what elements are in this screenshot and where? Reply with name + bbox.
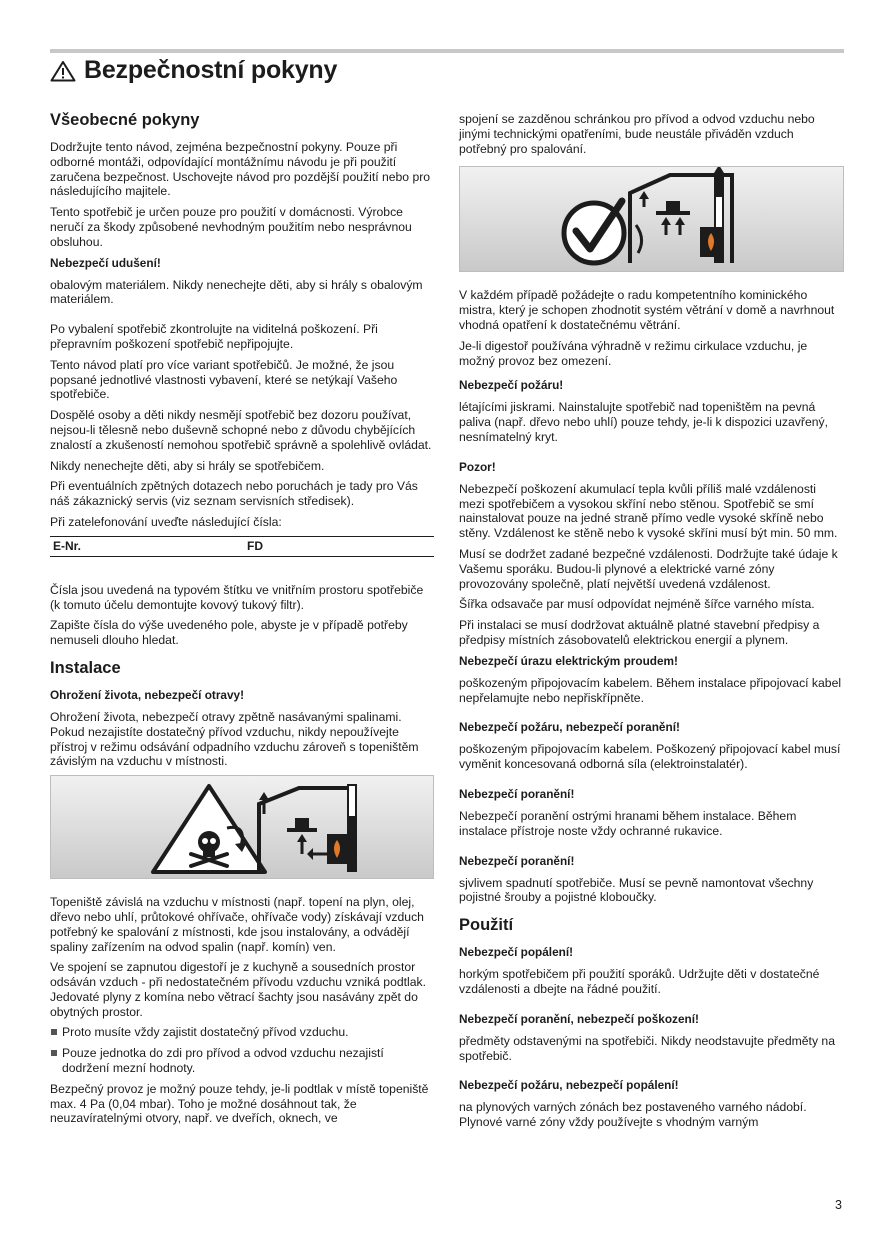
paragraph: Při eventuálních zpětných dotazech nebo poruchách je tady pro Vás náš zákaznický servis (viz seznam servisních středisek). <box>50 479 418 509</box>
paragraph: Čísla jsou uvedená na typovém štítku ve vnitřním prostoru spotřebiče (k tomuto účelu demontujte kovový tukový filtr). <box>50 582 424 612</box>
warning-fire: Nebezpečí požáru! <box>459 378 564 393</box>
bullet-list <box>50 1025 434 1075</box>
paragraph: Zapište čísla do výše uvedeného pole, abyste je v případě potřeby nemuseli dlouho hledat. <box>50 618 408 648</box>
enr-fd-table <box>50 536 434 557</box>
list-item: Proto musíte vždy zajistit dostatečný přívod vzduchu. <box>50 1025 434 1040</box>
paragraph: Ohrožení života, nebezpečí otravy zpětně nasávanými spalinami. Pokud nezajistíte dostatečný přívod vzduchu, nikdy nepoužívejte přístroj v režimu odsávání odpadního vzduchu zároveň s topeništěm závislým na vzduchu v místnosti. <box>50 709 419 769</box>
ok-figure <box>459 166 844 272</box>
paragraph: Nebezpečí poškození akumulací tepla kvůli příliš malé vzdálenosti mezi spotřebičem a vysokou skříní nebo stěnou. Spotřebič se smí nainstalovat pouze na jedné straně přímo vedle vysoké skříně nebo stěny. Vzdálenost ke stěně nebo k vysoké skříni musí být min. 50 mm. <box>459 481 838 541</box>
top-rule <box>50 49 844 53</box>
paragraph: Topeniště závislá na vzduchu v místnosti (např. topení na plyn, olej, dřevo nebo uhlí, průtokové ohřívače, ohřívače vody) získávají vzduch potřebný ke spalování z místnosti, kde jsou instalovány, a odvádějí spaliny zařízením na odvod spalin (např. komín) ven. <box>50 895 424 954</box>
paragraph: spojení se zazděnou schránkou pro přívod a odvod vzduchu nebo jinými technickými opatřeními, bude neustále přiváděn vzduch potřebný pro spalování. <box>459 112 815 156</box>
warning-life: Ohrožení života, nebezpečí otravy! <box>50 687 245 702</box>
enr-label: E-Nr. <box>53 538 82 553</box>
paragraph: Ve spojení se zapnutou digestoří je z kuchyně a sousedních prostor odsáván vzduch - při nedostatečném přívodu vzduchu vzniká podtlak. Jedovaté plyny z komína nebo větrací šachty jsou nasávány zpět do obytných prostor. <box>50 960 426 1019</box>
paragraph: Tento návod platí pro více variant spotřebičů. Je možné, že jsou popsané jednotlivé vlastnosti vybavení, které se netýkají Vašeho spotřebiče. <box>50 357 398 402</box>
paragraph: Při zatelefonování uveďte následující čísla: <box>50 514 282 529</box>
heading-install: Instalace <box>50 658 121 677</box>
paragraph: poškozeným připojovacím kabelem. Poškozený připojovací kabel musí vyměnit koncesovaná odborná síla (elektroinstalatér). <box>459 742 841 772</box>
warning-fire-burn: Nebezpečí požáru, nebezpečí popálení! <box>459 1078 679 1093</box>
list-item: Pouze jednotka do zdi pro přívod a odvod vzduchu nezajistí dodržení mezní hodnoty. <box>50 1046 434 1076</box>
left-column <box>50 110 434 1132</box>
paragraph: Bezpečný provoz je možný pouze tehdy, je-li podtlak v místě topeniště max. 4 Pa (0,04 mbar). Toho je možné dosáhnout tak, že neuzavíratelnými otvory, např. ve dveřích, oknech, ve <box>50 1081 429 1126</box>
right-column <box>459 112 844 1136</box>
paragraph: předměty odstavenými na spotřebiči. Nikdy neodstavujte předměty na spotřebič. <box>459 1033 835 1063</box>
heading-general: Všeobecné pokyny <box>50 111 200 129</box>
paragraph: Dospělé osoby a děti nikdy nesmějí spotřebič bez dozoru používat, nejsou-li tělesně nebo duševně schopné nebo z důvodu chybějících znalostí a zkušeností nemohou spotřebič správně a spolehlivě ovládat. <box>50 408 432 452</box>
paragraph: obalovým materiálem. Nikdy nenechejte děti, aby si hrály s obalovým materiálem. <box>50 277 423 307</box>
warning-fire-injury: Nebezpečí požáru, nebezpečí poranění! <box>459 720 680 735</box>
page-title-text: Bezpečnostní pokyny <box>84 56 338 84</box>
page-number: 3 <box>835 1198 842 1212</box>
danger-figure <box>50 775 434 879</box>
warning-burn: Nebezpečí popálení! <box>459 945 574 960</box>
warning-triangle-icon <box>50 60 76 82</box>
paragraph: Šířka odsavače par musí odpovídat nejméně šířce varného místa. <box>459 597 815 612</box>
paragraph: na plynových varných zónách bez postaveného varného nádobí. Plynové varné zóny vždy používejte s vhodným varným <box>459 1100 807 1130</box>
paragraph: horkým spotřebičem při použití sporáků. Udržujte děti v dostatečné vzdálenosti a dbejte na řádné použití. <box>459 967 820 996</box>
warning-injury: Nebezpečí poranění! <box>459 853 575 868</box>
warning-injury: Nebezpečí poranění! <box>459 786 575 801</box>
paragraph: Nikdy nenechejte děti, aby si hrály se spotřebičem. <box>50 458 325 473</box>
warning-injury-damage: Nebezpečí poranění, nebezpečí poškození! <box>459 1011 699 1026</box>
skull-hazard-illustration <box>51 776 433 878</box>
paragraph: V každém případě požádejte o radu kompetentního kominického mistra, který je schopen zhodnotit systém větrání v domě a navrhnout vhodná opatření k dostatečnému větrání. <box>459 288 835 332</box>
warning-electric: Nebezpečí úrazu elektrickým proudem! <box>459 653 678 668</box>
paragraph: Při instalaci se musí dodržovat aktuálně platné stavební předpisy a předpisy místních zásobovatelů elektrickou energií a plynem. <box>459 618 820 647</box>
heading-use: Použití <box>459 916 514 935</box>
warning-caution: Pozor! <box>459 459 496 474</box>
paragraph: Po vybalení spotřebič zkontrolujte na viditelná poškození. Při přepravním poškození spotřebič nepřipojujte. <box>50 322 378 351</box>
page-title <box>50 56 337 85</box>
checkmark-house-illustration <box>460 167 842 271</box>
paragraph: poškozeným připojovacím kabelem. Během instalace připojovací kabel nepřelamujte nebo nepřiskřípněte. <box>459 675 842 705</box>
paragraph: létajícími jiskrami. Nainstalujte spotřebič nad topeništěm na pevná paliva (např. dřevo nebo uhlí) pouze tehdy, je-li k dispozici uzavřený, nesnímatelný kryt. <box>459 400 828 444</box>
paragraph: Tento spotřebič je určen pouze pro použití v domácnosti. Výrobce neručí za škody způsobené nevhodným použitím nebo nesprávnou obsluhou. <box>50 205 412 249</box>
fd-label: FD <box>247 538 263 553</box>
paragraph: Nebezpečí poranění ostrými hranami během instalace. Během instalace přístroje noste vždy ochranné rukavice. <box>459 808 797 838</box>
warning-suffocation: Nebezpečí udušení! <box>50 255 161 270</box>
paragraph: Musí se dodržet zadané bezpečné vzdálenosti. Dodržujte také údaje k Vašemu sporáku. Budou-li plynové a elektrické varné zóny provozovány společně, platí největší uvedená vzdálenost. <box>459 546 838 591</box>
paragraph: sjvlivem spadnutí spotřebiče. Musí se pevně namontovat všechny pojistné šrouby a pojistné kloboučky. <box>459 875 814 905</box>
paragraph: Je-li digestoř používána výhradně v režimu cirkulace vzduchu, je možný provoz bez omezení. <box>459 338 808 368</box>
paragraph: Dodržujte tento návod, zejména bezpečnostní pokyny. Pouze při odborné montáži, odpovídající montážnímu návodu je při použití zaručena bezpečnost. Uschovejte návod pro pozdější použití nebo pro následujícího majitele. <box>50 140 431 199</box>
